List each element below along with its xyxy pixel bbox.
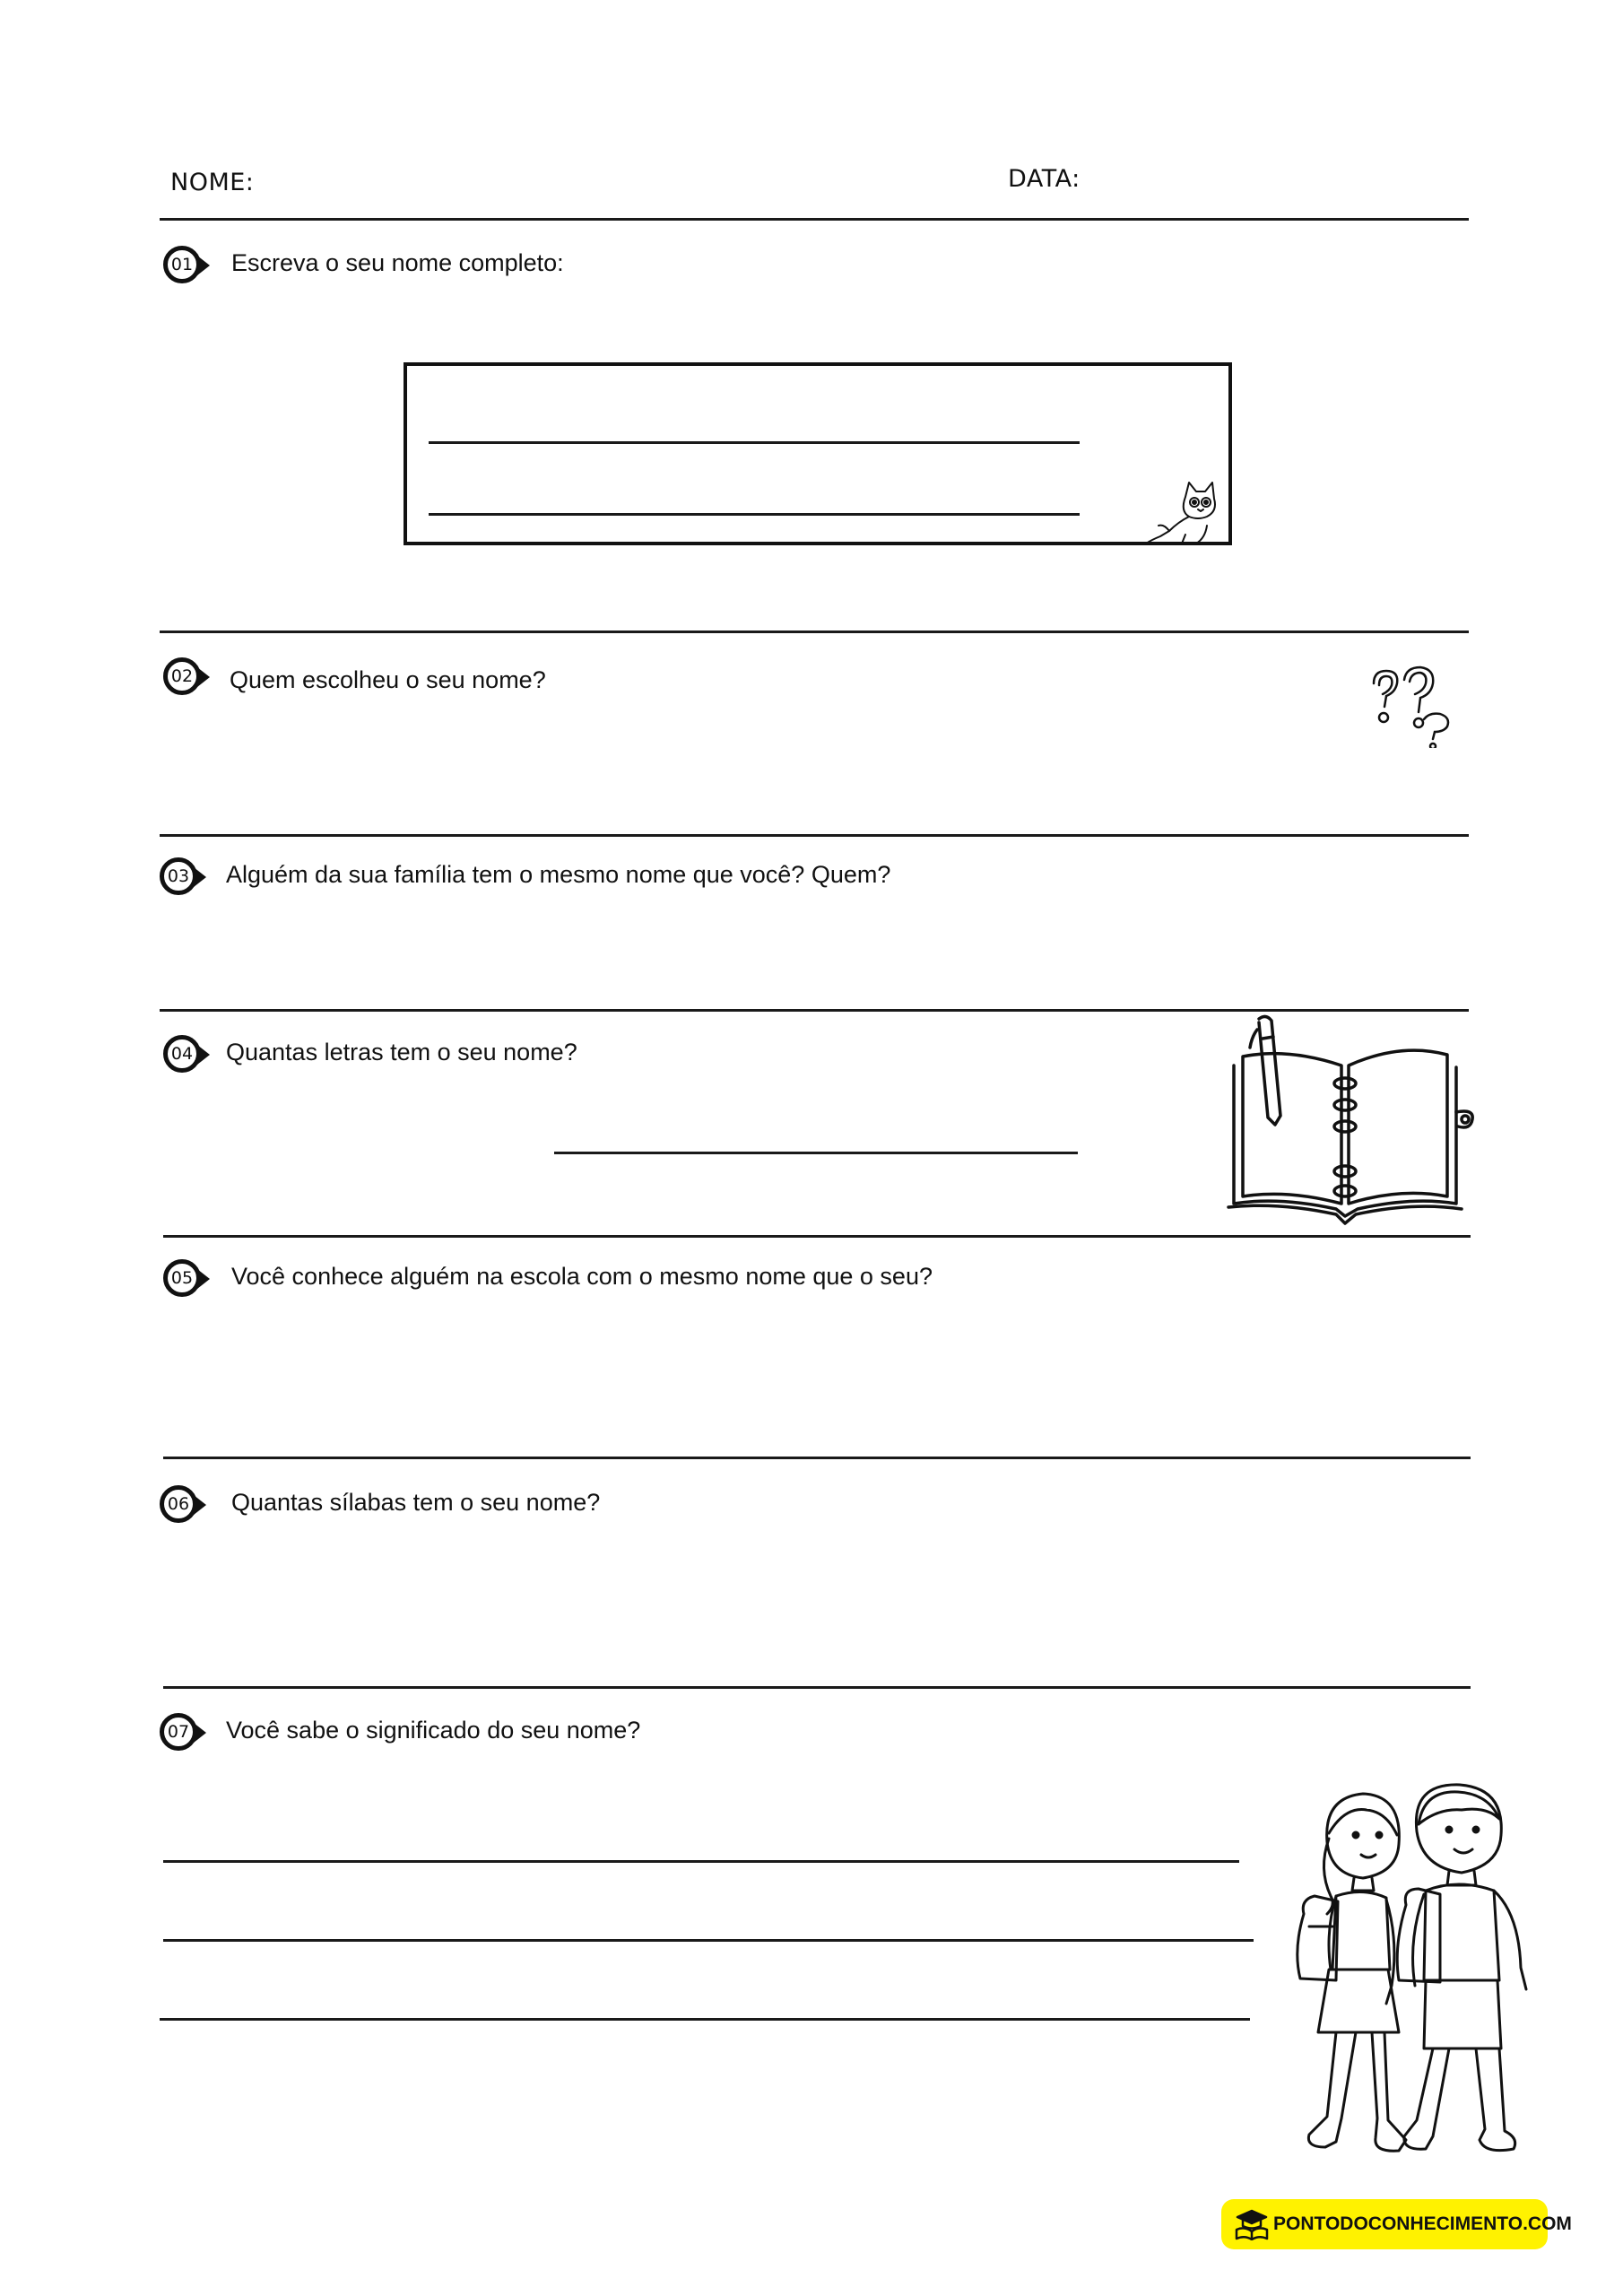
question-04-number: 04	[170, 1044, 194, 1064]
question-07-text: Você sabe o significado do seu nome?	[226, 1717, 641, 1744]
question-03-number: 03	[167, 866, 190, 886]
meaning-line-2[interactable]	[163, 1939, 1254, 1942]
question-02-number: 02	[170, 666, 194, 686]
meaning-line-1[interactable]	[163, 1860, 1239, 1863]
site-logo-text: PONTODOCONHECIMENTO.COM	[1273, 2213, 1572, 2234]
section-rule-1	[160, 631, 1469, 633]
question-06-text: Quantas sílabas tem o seu nome?	[231, 1489, 601, 1516]
section-rule-5	[163, 1457, 1471, 1459]
question-04-text: Quantas letras tem o seu nome?	[226, 1039, 577, 1065]
cat-icon	[1142, 472, 1232, 547]
section-rule-4	[163, 1235, 1471, 1238]
letters-answer-line[interactable]	[554, 1152, 1078, 1154]
question-01-text: Escreva o seu nome completo:	[231, 249, 564, 276]
meaning-line-3[interactable]	[160, 2018, 1250, 2021]
question-01-badge	[163, 246, 208, 285]
name-label: NOME:	[170, 169, 255, 196]
name-line-2[interactable]	[429, 513, 1080, 516]
question-05-badge	[163, 1259, 208, 1299]
question-03-badge	[160, 857, 204, 897]
date-label: DATA:	[1008, 165, 1081, 193]
question-04-badge	[163, 1035, 208, 1074]
section-rule-6	[163, 1686, 1471, 1689]
question-05-text: Você conhece alguém na escola com o mesmo nome que o seu?	[231, 1263, 933, 1290]
graduate-book-icon	[1234, 2208, 1270, 2240]
question-02-badge	[163, 657, 208, 697]
full-name-box	[404, 362, 1232, 545]
question-06-number: 06	[167, 1494, 190, 1514]
header-rule	[160, 218, 1469, 221]
notebook-pen-icon	[1225, 1012, 1485, 1232]
site-logo-badge[interactable]	[1221, 2199, 1572, 2249]
question-06-badge	[160, 1485, 204, 1525]
section-rule-2	[160, 834, 1469, 837]
question-07-badge	[160, 1713, 204, 1752]
question-05-number: 05	[170, 1268, 194, 1288]
question-02-text: Quem escolheu o seu nome?	[230, 666, 546, 693]
students-walking-icon	[1273, 1779, 1542, 2197]
name-line-1[interactable]	[429, 441, 1080, 444]
question-03-text: Alguém da sua família tem o mesmo nome que você? Quem?	[226, 861, 891, 888]
question-marks-icon	[1368, 665, 1458, 748]
question-07-number: 07	[167, 1722, 190, 1742]
question-01-number: 01	[170, 255, 194, 274]
